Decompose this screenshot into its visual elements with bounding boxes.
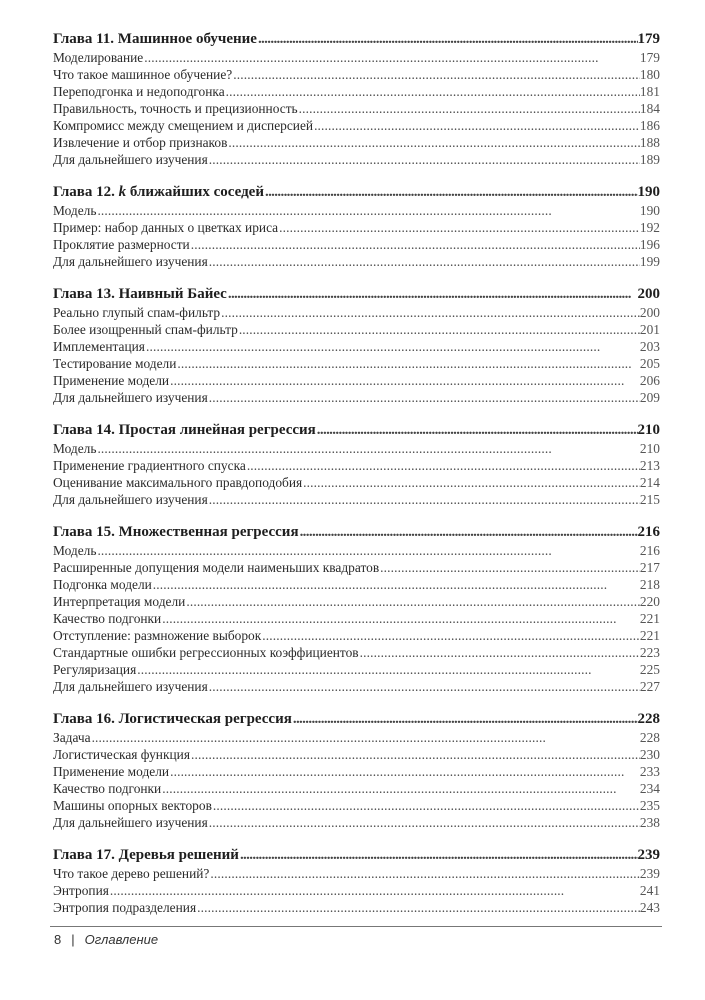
toc-entry[interactable]	[53, 117, 660, 134]
dot-leader	[298, 100, 640, 117]
toc-entry[interactable]	[53, 899, 660, 916]
entry-page: 180	[639, 67, 660, 82]
chapter-title: Глава 13. Наивный Байес	[53, 286, 227, 302]
page-footer	[54, 932, 158, 947]
entry-title: Оценивание максимального правдоподобия	[53, 475, 303, 490]
entry-page: 220	[639, 594, 660, 609]
dot-leader	[299, 523, 638, 542]
dot-leader	[238, 321, 640, 338]
entry-page: 206	[639, 373, 660, 388]
dot-leader	[136, 661, 640, 678]
entry-page: 184	[639, 101, 660, 116]
entry-title: Модель	[53, 441, 97, 456]
entry-page: 199	[639, 254, 660, 269]
entry-title: Для дальнейшего изучения	[53, 492, 208, 507]
toc-entry[interactable]	[53, 491, 660, 508]
dot-leader	[246, 457, 640, 474]
entry-page: 205	[639, 356, 660, 371]
chapter-page: 228	[637, 711, 660, 727]
entry-title: Применение градиентного спуска	[53, 458, 246, 473]
chapter-title: Глава 16. Логистическая регрессия	[53, 711, 292, 727]
chapter-heading[interactable]	[53, 183, 660, 202]
chapter-14	[53, 421, 660, 508]
dot-leader	[208, 151, 640, 168]
entry-title: Подгонка модели	[53, 577, 152, 592]
toc-entry[interactable]	[53, 746, 660, 763]
running-title: Оглавление	[84, 932, 159, 947]
entry-title: Модель	[53, 203, 97, 218]
dot-leader	[302, 474, 640, 491]
chapter-11	[53, 30, 660, 168]
toc-entry[interactable]	[53, 202, 660, 219]
entry-title: Для дальнейшего изучения	[53, 254, 208, 269]
entry-page: 234	[639, 781, 660, 796]
toc-entry[interactable]	[53, 797, 660, 814]
dot-leader	[220, 304, 640, 321]
table-of-contents	[53, 30, 660, 931]
toc-entry[interactable]	[53, 389, 660, 406]
chapter-title: Глава 11. Машинное обучение	[53, 31, 257, 47]
dot-leader	[185, 593, 640, 610]
chapter-title-prefix: Глава 12.	[53, 184, 119, 200]
chapter-page: 200	[637, 286, 660, 302]
chapter-title: Глава 14. Простая линейная регрессия	[53, 422, 316, 438]
toc-entry[interactable]	[53, 219, 660, 236]
toc-entry[interactable]	[53, 151, 660, 168]
entry-title: Энтропия подразделения	[53, 900, 197, 915]
entry-page: 233	[639, 764, 660, 779]
toc-entry[interactable]	[53, 372, 660, 389]
entry-page: 216	[639, 543, 660, 558]
dot-leader	[145, 338, 640, 355]
entry-page: 189	[639, 152, 660, 167]
chapter-title-suffix: ближайших соседей	[126, 184, 264, 200]
entry-title: Регуляризация	[53, 662, 137, 677]
entry-title: Отступление: размножение выборок	[53, 628, 262, 643]
toc-entry[interactable]	[53, 100, 660, 117]
dot-leader	[96, 440, 639, 457]
chapter-heading[interactable]	[53, 30, 660, 49]
dot-leader	[91, 729, 640, 746]
entry-title: Что такое дерево решений?	[53, 866, 210, 881]
entry-title: Что такое машинное обучение?	[53, 67, 233, 82]
toc-entry[interactable]	[53, 321, 660, 338]
entry-page: 217	[639, 560, 660, 575]
dot-leader	[169, 763, 640, 780]
dot-leader	[278, 219, 640, 236]
dot-leader	[143, 49, 640, 66]
dot-leader	[239, 846, 638, 865]
chapter-heading[interactable]	[53, 285, 660, 304]
toc-entry[interactable]	[53, 559, 660, 576]
toc-entry[interactable]	[53, 440, 660, 457]
entry-page: 190	[639, 203, 660, 218]
dot-leader	[316, 421, 638, 440]
toc-entry[interactable]	[53, 134, 660, 151]
toc-entry[interactable]	[53, 610, 660, 627]
entry-title: Качество подгонки	[53, 781, 162, 796]
entry-page: 218	[639, 577, 660, 592]
dot-leader	[227, 285, 638, 304]
toc-entry[interactable]	[53, 576, 660, 593]
entry-title: Правильность, точность и прецизионность	[53, 101, 298, 116]
dot-leader	[190, 746, 640, 763]
toc-entry[interactable]	[53, 763, 660, 780]
chapter-17	[53, 846, 660, 916]
chapter-page: 179	[637, 31, 660, 47]
chapter-16	[53, 710, 660, 831]
dot-leader	[208, 678, 640, 695]
toc-entry[interactable]	[53, 49, 660, 66]
dot-leader	[208, 491, 640, 508]
entry-page: 203	[639, 339, 660, 354]
toc-entry[interactable]	[53, 644, 660, 661]
entry-page: 243	[639, 900, 660, 915]
entry-page: 186	[639, 118, 660, 133]
entry-title: Имплементация	[53, 339, 145, 354]
page-number: 8	[54, 932, 62, 947]
entry-title: Логистическая функция	[53, 747, 190, 762]
toc-entry[interactable]	[53, 474, 660, 491]
entry-title: Энтропия	[53, 883, 109, 898]
entry-page: 181	[639, 84, 660, 99]
toc-entry[interactable]	[53, 865, 660, 882]
chapter-page: 190	[637, 184, 660, 200]
dot-leader	[152, 576, 640, 593]
chapter-title-italic: k	[118, 184, 127, 200]
dot-leader	[261, 627, 640, 644]
dot-leader	[359, 644, 640, 661]
toc-entry[interactable]	[53, 542, 660, 559]
chapter-title: Глава 15. Множественная регрессия	[53, 524, 299, 540]
entry-title: Расширенные допущения модели наименьших квадратов	[53, 560, 380, 575]
entry-page: 214	[639, 475, 660, 490]
chapter-page: 239	[637, 847, 660, 863]
chapter-page: 210	[637, 422, 660, 438]
toc-entry[interactable]	[53, 338, 660, 355]
toc-entry[interactable]	[53, 593, 660, 610]
dot-leader	[212, 797, 640, 814]
toc-entry[interactable]	[53, 627, 660, 644]
chapter-15	[53, 523, 660, 695]
dot-leader	[225, 83, 640, 100]
chapter-heading[interactable]	[53, 710, 660, 729]
entry-page: 227	[639, 679, 660, 694]
entry-title: Применение модели	[53, 764, 170, 779]
entry-title: Компромисс между смещением и дисперсией	[53, 118, 314, 133]
entry-title: Тестирование модели	[53, 356, 177, 371]
dot-leader	[313, 117, 640, 134]
dot-leader	[208, 814, 640, 831]
dot-leader	[190, 236, 640, 253]
chapter-title: Глава 17. Деревья решений	[53, 847, 239, 863]
entry-page: 215	[639, 492, 660, 507]
dot-leader	[264, 183, 638, 202]
entry-title: Реально глупый спам-фильтр	[53, 305, 221, 320]
dot-leader	[257, 30, 638, 49]
entry-title: Более изощренный спам-фильтр	[53, 322, 238, 337]
entry-title: Переподгонка и недоподгонка	[53, 84, 225, 99]
dot-leader	[379, 559, 640, 576]
entry-page: 213	[639, 458, 660, 473]
entry-page: 196	[639, 237, 660, 252]
dot-leader	[208, 389, 640, 406]
chapter-13	[53, 285, 660, 406]
entry-page: 235	[639, 798, 660, 813]
dot-leader	[161, 780, 640, 797]
toc-entry[interactable]	[53, 355, 660, 372]
entry-title: Стандартные ошибки регрессионных коэффициентов	[53, 645, 359, 660]
dot-leader	[292, 710, 638, 729]
toc-entry[interactable]	[53, 457, 660, 474]
dot-leader	[96, 542, 639, 559]
toc-entry[interactable]	[53, 780, 660, 797]
entry-page: 188	[639, 135, 660, 150]
chapter-heading[interactable]	[53, 421, 660, 440]
toc-entry[interactable]	[53, 678, 660, 695]
entry-page: 200	[639, 305, 660, 320]
chapter-heading[interactable]	[53, 846, 660, 865]
toc-entry[interactable]	[53, 66, 660, 83]
entry-title: Машины опорных векторов	[53, 798, 212, 813]
entry-page: 192	[639, 220, 660, 235]
chapter-page: 216	[637, 524, 660, 540]
entry-title: Проклятие размерности	[53, 237, 190, 252]
entry-page: 223	[639, 645, 660, 660]
entry-page: 221	[639, 611, 660, 626]
entry-page: 230	[639, 747, 660, 762]
entry-page: 225	[639, 662, 660, 677]
dot-leader	[161, 610, 640, 627]
entry-page: 201	[639, 322, 660, 337]
dot-leader	[169, 372, 640, 389]
toc-entry[interactable]	[53, 83, 660, 100]
entry-title: Применение модели	[53, 373, 170, 388]
chapter-heading[interactable]	[53, 523, 660, 542]
entry-page: 210	[639, 441, 660, 456]
chapter-title	[53, 183, 264, 202]
entry-title: Модель	[53, 543, 97, 558]
entry-title: Моделирование	[53, 50, 144, 65]
dot-leader	[208, 253, 640, 270]
entry-page: 239	[639, 866, 660, 881]
dot-leader	[96, 202, 639, 219]
footer-separator: |	[71, 932, 75, 947]
toc-entry[interactable]	[53, 253, 660, 270]
entry-title: Извлечение и отбор признаков	[53, 135, 228, 150]
dot-leader	[232, 66, 640, 83]
toc-entry[interactable]	[53, 661, 660, 678]
chapter-12	[53, 183, 660, 270]
entry-title: Интерпретация модели	[53, 594, 186, 609]
toc-entry[interactable]	[53, 814, 660, 831]
footer-divider	[50, 926, 662, 927]
entry-title: Задача	[53, 730, 91, 745]
entry-title: Пример: набор данных о цветках ириса	[53, 220, 279, 235]
toc-entry[interactable]	[53, 882, 660, 899]
entry-page: 209	[639, 390, 660, 405]
entry-title: Для дальнейшего изучения	[53, 390, 208, 405]
dot-leader	[209, 865, 640, 882]
entry-title: Для дальнейшего изучения	[53, 152, 208, 167]
toc-entry[interactable]	[53, 236, 660, 253]
toc-entry[interactable]	[53, 304, 660, 321]
dot-leader	[176, 355, 640, 372]
entry-page: 221	[639, 628, 660, 643]
entry-title: Для дальнейшего изучения	[53, 815, 208, 830]
dot-leader	[227, 134, 640, 151]
entry-page: 179	[639, 50, 660, 65]
dot-leader	[109, 882, 640, 899]
entry-page: 228	[639, 730, 660, 745]
toc-entry[interactable]	[53, 729, 660, 746]
entry-title: Для дальнейшего изучения	[53, 679, 208, 694]
entry-page: 238	[639, 815, 660, 830]
dot-leader	[196, 899, 640, 916]
entry-title: Качество подгонки	[53, 611, 162, 626]
entry-page: 241	[639, 883, 660, 898]
